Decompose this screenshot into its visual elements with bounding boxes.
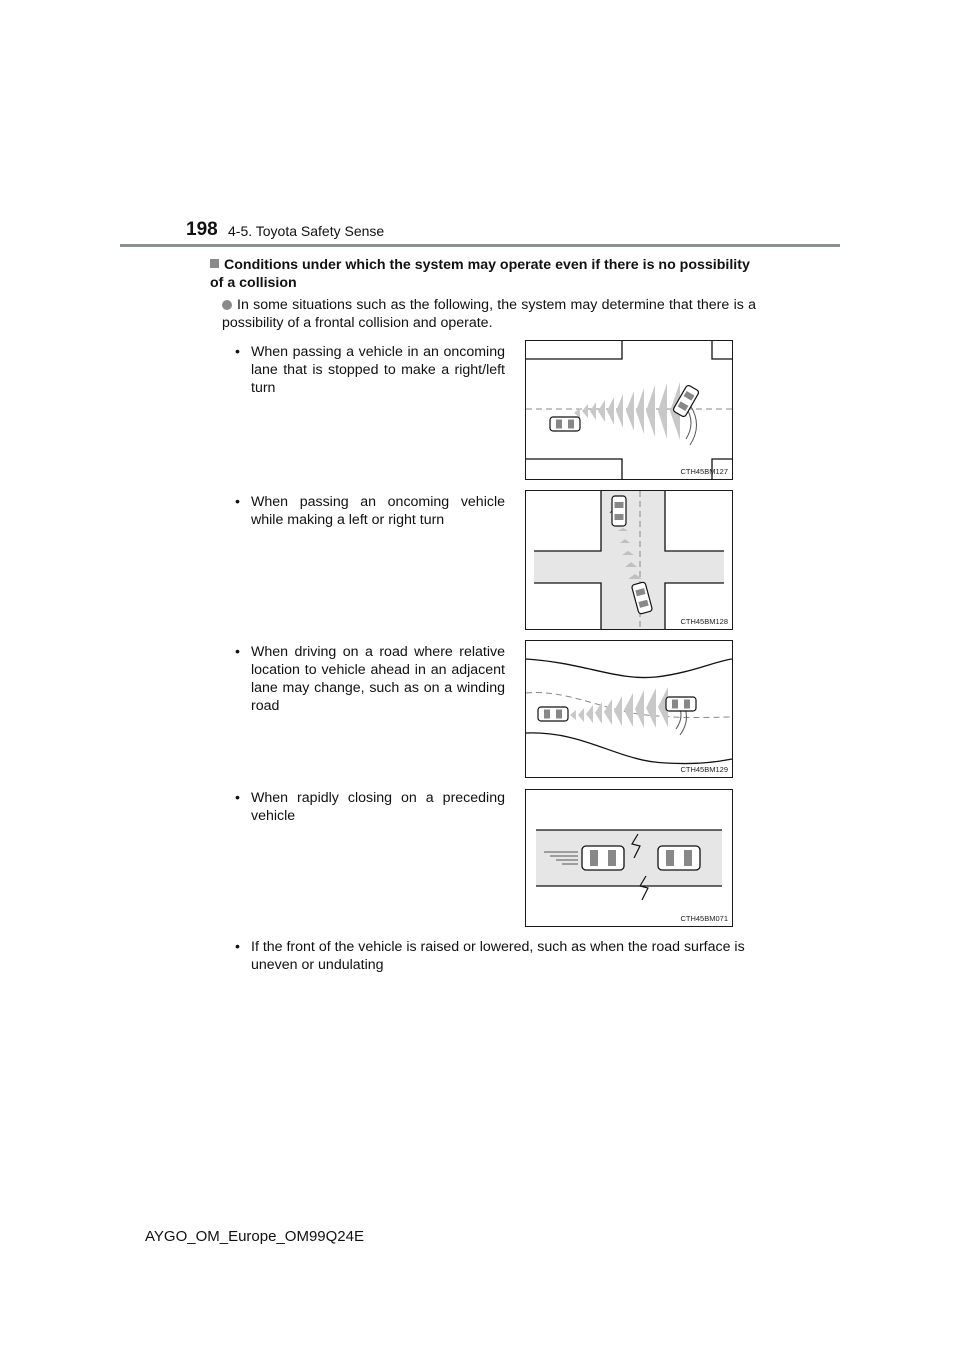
figure-closing-on-vehicle <box>525 789 733 927</box>
bullet-glyph: • <box>235 939 240 955</box>
figure-turn-intersection <box>525 490 733 630</box>
circle-bullet-icon <box>222 300 232 310</box>
list-item <box>235 343 505 397</box>
section-title: 4-5. Toyota Safety Sense <box>228 223 385 239</box>
bullet-glyph: • <box>235 494 240 510</box>
intro-text: In some situations such as the following, the system may determine that there is a possibility of a frontal collision and operate. <box>222 297 756 331</box>
list-item-text: When driving on a road where relative location to vehicle ahead in an adjacent lane may change, such as on a winding road <box>251 644 505 714</box>
figure-code: CTH45BM128 <box>680 617 728 626</box>
list-item <box>235 938 757 974</box>
list-item <box>235 493 505 529</box>
list-item-text: When passing a vehicle in an oncoming lane that is stopped to make a right/left turn <box>251 344 505 396</box>
list-item-text: When rapidly closing on a preceding vehicle <box>251 790 505 824</box>
page-number: 198 <box>186 219 218 240</box>
figure-code: CTH45BM129 <box>680 765 728 774</box>
bullet-glyph: • <box>235 644 240 660</box>
figure-oncoming-turn <box>525 340 733 480</box>
section-heading-text: Conditions under which the system may operate even if there is no possibility of a collision <box>210 257 750 291</box>
list-item <box>235 643 505 715</box>
figure-winding-road <box>525 640 733 778</box>
list-item-text: When passing an oncoming vehicle while making a left or right turn <box>251 494 505 528</box>
bullet-glyph: • <box>235 790 240 806</box>
bullet-glyph: • <box>235 344 240 360</box>
square-bullet-icon <box>210 259 219 268</box>
section-heading <box>210 256 756 292</box>
header-divider <box>120 244 840 247</box>
figure-code: CTH45BM127 <box>680 467 728 476</box>
intro-paragraph <box>222 296 756 332</box>
figure-code: CTH45BM071 <box>680 914 728 923</box>
list-item <box>235 789 505 825</box>
footer-document-code: AYGO_OM_Europe_OM99Q24E <box>145 1228 364 1245</box>
list-item-text: If the front of the vehicle is raised or lowered, such as when the road surface is uneven or undulating <box>251 939 745 973</box>
